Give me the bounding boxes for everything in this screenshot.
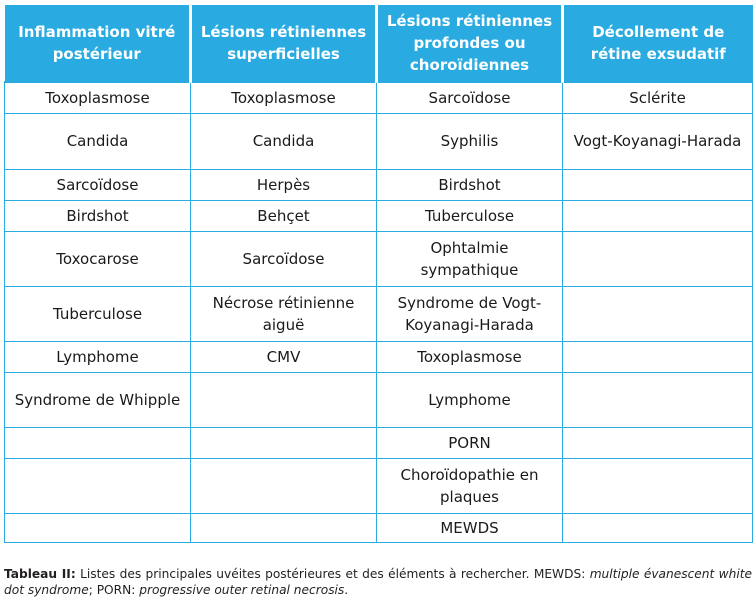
table-cell: Sarcoïdose	[377, 82, 563, 113]
table-cell: Tuberculose	[377, 200, 563, 231]
table-cell	[191, 427, 377, 458]
table-cell	[563, 513, 753, 542]
table-cell: Lymphome	[5, 341, 191, 372]
caption-text: .	[344, 583, 349, 597]
table-cell: CMV	[191, 341, 377, 372]
table-cell: Sclérite	[563, 82, 753, 113]
table-cell: Syndrome de Vogt-Koyanagi-Harada	[377, 286, 563, 341]
table-cell: Sarcoïdose	[5, 169, 191, 200]
table-row	[5, 286, 753, 341]
table-cell: MEWDS	[377, 513, 563, 542]
table-cell: Toxoplasmose	[377, 341, 563, 372]
table-cell	[563, 427, 753, 458]
table-cell: Syndrome de Whipple	[5, 372, 191, 427]
caption-text: Listes des principales uvéites postérieures et des éléments à rechercher. MEWDS:	[75, 567, 590, 581]
table-cell: Behçet	[191, 200, 377, 231]
table-cell	[191, 458, 377, 513]
table-cell	[191, 513, 377, 542]
table-cell: Candida	[5, 113, 191, 169]
table-row	[5, 200, 753, 231]
table-cell	[563, 169, 753, 200]
table-row	[5, 231, 753, 286]
table-row	[5, 427, 753, 458]
table-cell: Candida	[191, 113, 377, 169]
table-cell: Vogt-Koyanagi-Harada	[563, 113, 753, 169]
column-header: Lésions rétiniennes profondes ou choroïdiennes	[377, 5, 563, 82]
caption-italic-porn: progressive outer retinal necrosis	[139, 583, 345, 597]
table-cell	[563, 341, 753, 372]
header-row	[5, 5, 753, 82]
table-cell: Toxocarose	[5, 231, 191, 286]
table-cell	[5, 513, 191, 542]
table-row	[5, 82, 753, 113]
column-header: Lésions rétiniennes superficielles	[191, 5, 377, 82]
table-cell	[563, 200, 753, 231]
column-header: Inflammation vitré postérieur	[5, 5, 191, 82]
table-cell: Nécrose rétinienne aiguë	[191, 286, 377, 341]
caption-label: Tableau II:	[4, 567, 76, 581]
caption-italic-mewds: multiple évanescent white dot syndrome	[4, 567, 752, 597]
table-cell	[5, 427, 191, 458]
table-row	[5, 513, 753, 542]
table-row	[5, 113, 753, 169]
table-cell: Lymphome	[377, 372, 563, 427]
table-cell: Toxoplasmose	[5, 82, 191, 113]
table-cell: Toxoplasmose	[191, 82, 377, 113]
table-cell: Choroïdopathie en plaques	[377, 458, 563, 513]
table-cell: PORN	[377, 427, 563, 458]
table-row	[5, 169, 753, 200]
caption-text: ; PORN:	[88, 583, 140, 597]
table-cell: Birdshot	[5, 200, 191, 231]
table-cell: Syphilis	[377, 113, 563, 169]
uveitis-table	[4, 5, 753, 543]
table-caption	[4, 566, 752, 598]
table-cell	[563, 372, 753, 427]
table-cell	[563, 458, 753, 513]
table-cell: Birdshot	[377, 169, 563, 200]
table-cell	[563, 231, 753, 286]
table-cell: Tuberculose	[5, 286, 191, 341]
table-row	[5, 372, 753, 427]
table-cell	[5, 458, 191, 513]
column-header: Décollement de rétine exsudatif	[563, 5, 753, 82]
table-cell: Ophtalmie sympathique	[377, 231, 563, 286]
table-row	[5, 341, 753, 372]
table-cell: Herpès	[191, 169, 377, 200]
table-cell	[191, 372, 377, 427]
table-row	[5, 458, 753, 513]
table-cell: Sarcoïdose	[191, 231, 377, 286]
table-cell	[563, 286, 753, 341]
